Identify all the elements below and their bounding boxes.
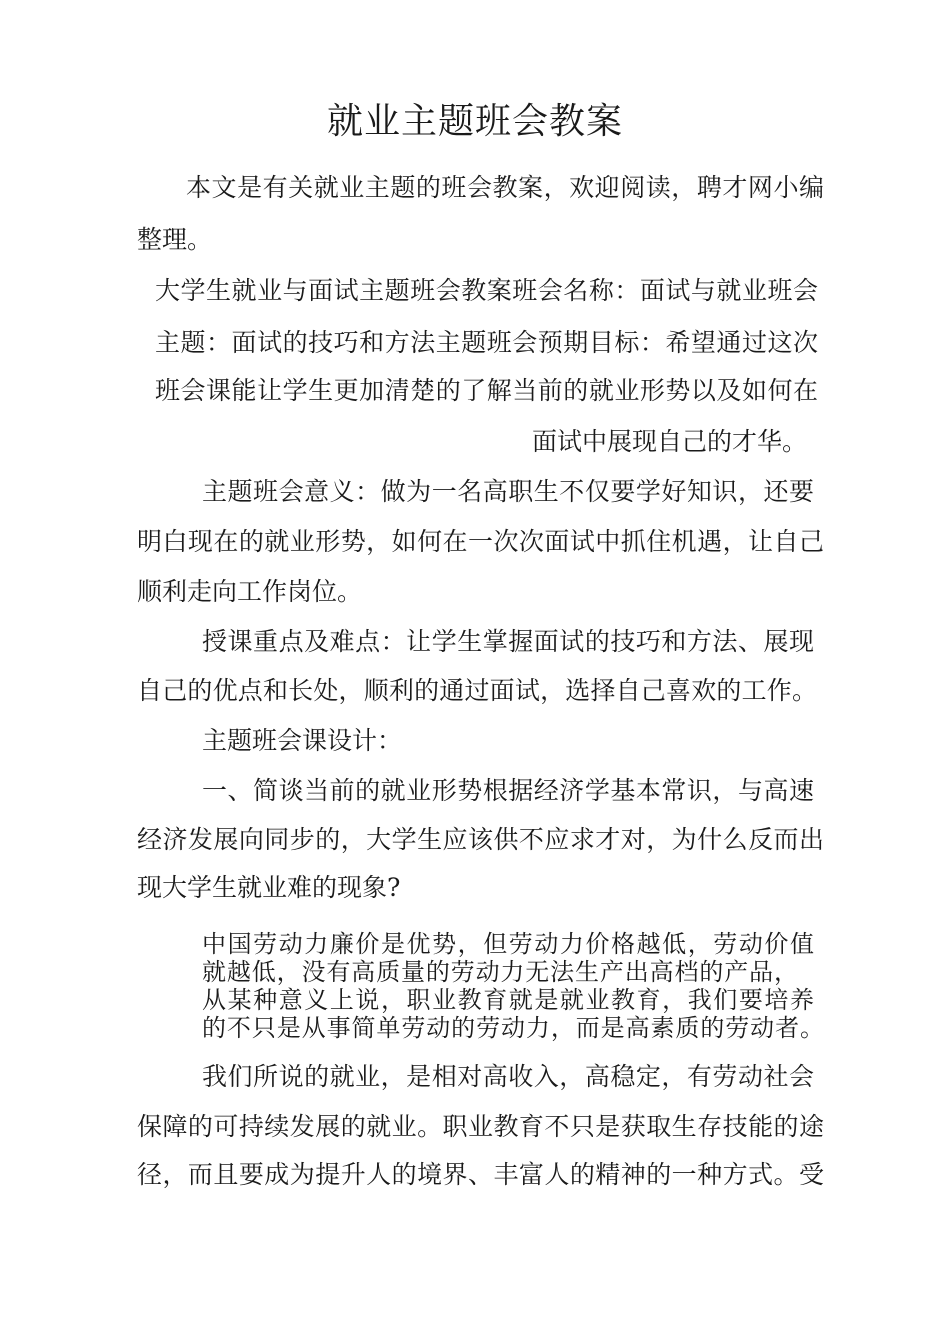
labor-line-3: 从某种意义上说，职业教育就是就业教育，我们要培养 xyxy=(202,986,814,1014)
section-one-line-3: 现大学生就业难的现象? xyxy=(137,873,401,902)
focus-line-1: 授课重点及难点：让学生掌握面试的技巧和方法、展现 xyxy=(202,627,814,656)
info-line-3: 班会课能让学生更加清楚的了解当前的就业形势以及如何在 xyxy=(155,376,818,405)
labor-line-4: 的不只是从事简单劳动的劳动力，而是高素质的劳动者。 xyxy=(202,1014,824,1042)
closing-line-3: 径，而且要成为提升人的境界、丰富人的精神的一种方式。受 xyxy=(137,1160,824,1189)
design-heading: 主题班会课设计： xyxy=(202,726,403,755)
significance-line-2: 明白现在的就业形势，如何在一次次面试中抓住机遇，让自己 xyxy=(137,527,824,556)
info-line-4: 面试中展现自己的才华。 xyxy=(531,427,807,456)
document-title: 就业主题班会教案 xyxy=(326,101,623,142)
section-one-line-1: 一、简谈当前的就业形势根据经济学基本常识，与高速 xyxy=(202,776,814,805)
significance-line-1: 主题班会意义：做为一名高职生不仅要学好知识，还要 xyxy=(202,477,814,506)
intro-line-2: 整理。 xyxy=(137,225,213,254)
focus-line-2: 自己的优点和长处，顺利的通过面试，选择自己喜欢的工作。 xyxy=(137,676,817,705)
significance-line-3: 顺利走向工作岗位。 xyxy=(137,577,363,606)
section-one-line-2: 经济发展向同步的，大学生应该供不应求才对，为什么反而出 xyxy=(137,825,824,854)
intro-line-1: 本文是有关就业主题的班会教案，欢迎阅读，聘才网小编 xyxy=(186,173,824,202)
info-line-1: 大学生就业与面试主题班会教案班会名称：面试与就业班会 xyxy=(155,276,818,305)
labor-line-2: 就越低，没有高质量的劳动力无法生产出高档的产品， xyxy=(202,958,798,986)
closing-line-1: 我们所说的就业，是相对高收入，高稳定，有劳动社会 xyxy=(202,1062,814,1091)
labor-line-1: 中国劳动力廉价是优势，但劳动力价格越低，劳动价值 xyxy=(202,930,814,958)
info-line-2: 主题：面试的技巧和方法主题班会预期目标：希望通过这次 xyxy=(155,328,818,357)
closing-line-2: 保障的可持续发展的就业。职业教育不只是获取生存技能的途 xyxy=(137,1112,824,1141)
